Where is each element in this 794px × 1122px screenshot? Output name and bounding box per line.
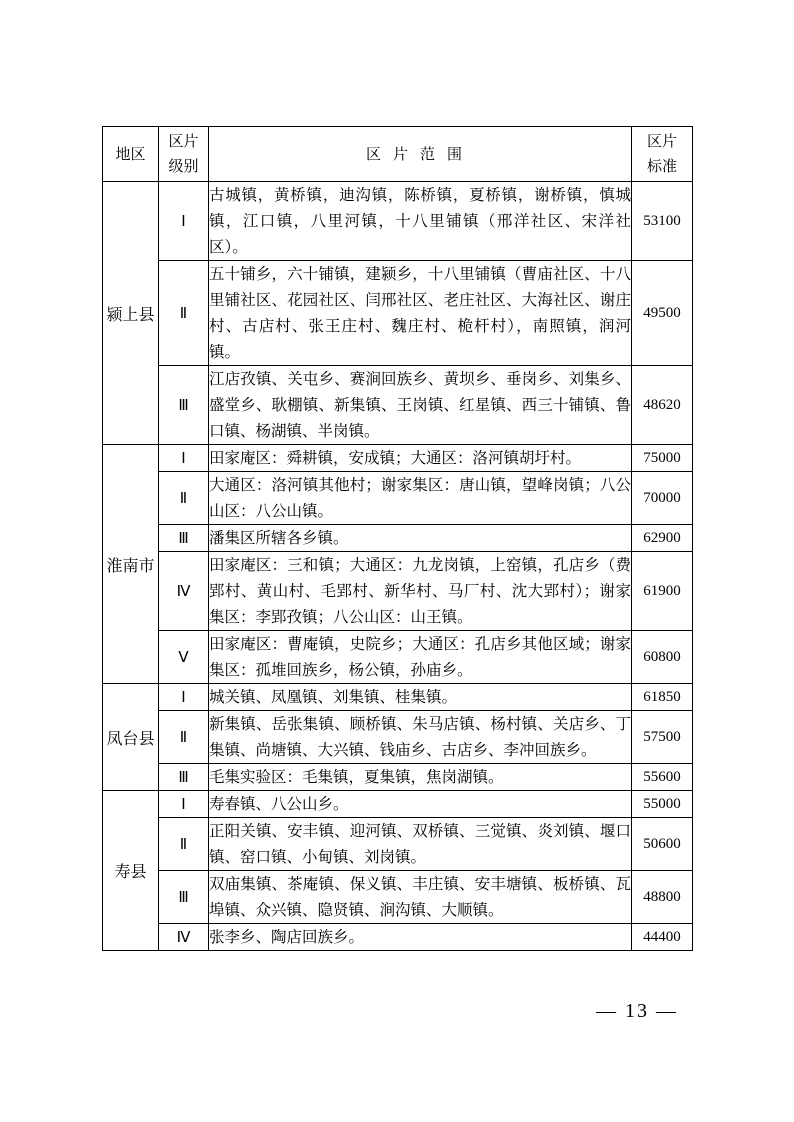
level-cell: Ⅱ — [159, 261, 209, 366]
header-standard: 区片标准 — [632, 127, 693, 182]
header-level: 区片级别 — [159, 127, 209, 182]
region-cell: 凤台县 — [103, 684, 159, 791]
header-region: 地区 — [103, 127, 159, 182]
level-cell: Ⅴ — [159, 631, 209, 684]
standard-cell: 62900 — [632, 525, 693, 552]
standard-cell: 70000 — [632, 472, 693, 525]
level-cell: Ⅰ — [159, 684, 209, 711]
standard-cell: 44400 — [632, 924, 693, 951]
table-row — [103, 445, 693, 472]
standard-cell: 48620 — [632, 366, 693, 445]
standard-cell: 49500 — [632, 261, 693, 366]
region-cell: 寿县 — [103, 791, 159, 951]
scope-cell: 正阳关镇、安丰镇、迎河镇、双桥镇、三觉镇、炎刘镇、堰口镇、窑口镇、小甸镇、刘岗镇。 — [209, 818, 632, 871]
scope-cell: 田家庵区：曹庵镇，史院乡；大通区：孔店乡其他区域；谢家集区：孤堆回族乡，杨公镇，孙庙乡。 — [209, 631, 632, 684]
table-row — [103, 182, 693, 261]
standard-cell: 61850 — [632, 684, 693, 711]
level-cell: Ⅱ — [159, 818, 209, 871]
scope-cell: 田家庵区：三和镇；大通区：九龙岗镇，上窑镇，孔店乡（费郢村、黄山村、毛郢村、新华村、马厂村、沈大郢村）；谢家集区：李郢孜镇；八公山区：山王镇。 — [209, 552, 632, 631]
scope-cell: 五十铺乡，六十铺镇，建颍乡，十八里铺镇（曹庙社区、十八里铺社区、花园社区、闫邢社区、老庄社区、大海社区、谢庄村、古店村、张王庄村、魏庄村、桅杆村），南照镇，润河镇。 — [209, 261, 632, 366]
table-row — [103, 711, 693, 764]
land-price-table — [102, 126, 693, 951]
table-row — [103, 871, 693, 924]
table-header-row — [103, 127, 693, 182]
table-row — [103, 684, 693, 711]
scope-cell: 城关镇、凤凰镇、刘集镇、桂集镇。 — [209, 684, 632, 711]
level-cell: Ⅳ — [159, 924, 209, 951]
table-row — [103, 764, 693, 791]
scope-cell: 张李乡、陶店回族乡。 — [209, 924, 632, 951]
table-row — [103, 261, 693, 366]
page-number: — 13 — — [596, 1000, 678, 1022]
standard-cell: 61900 — [632, 552, 693, 631]
table-row — [103, 791, 693, 818]
standard-cell: 50600 — [632, 818, 693, 871]
scope-cell: 潘集区所辖各乡镇。 — [209, 525, 632, 552]
table-row — [103, 631, 693, 684]
table-row — [103, 472, 693, 525]
scope-cell: 双庙集镇、茶庵镇、保义镇、丰庄镇、安丰塘镇、板桥镇、瓦埠镇、众兴镇、隐贤镇、涧沟镇、大顺镇。 — [209, 871, 632, 924]
region-cell: 颍上县 — [103, 182, 159, 445]
standard-cell: 60800 — [632, 631, 693, 684]
level-cell: Ⅲ — [159, 525, 209, 552]
scope-cell: 古城镇，黄桥镇，迪沟镇，陈桥镇，夏桥镇，谢桥镇，慎城镇，江口镇，八里河镇，十八里铺镇（邢洋社区、宋洋社区）。 — [209, 182, 632, 261]
header-scope: 区片范围 — [209, 127, 632, 182]
standard-cell: 75000 — [632, 445, 693, 472]
standard-cell: 55000 — [632, 791, 693, 818]
table-row — [103, 552, 693, 631]
level-cell: Ⅲ — [159, 366, 209, 445]
level-cell: Ⅰ — [159, 445, 209, 472]
scope-cell: 寿春镇、八公山乡。 — [209, 791, 632, 818]
scope-cell: 大通区：洛河镇其他村；谢家集区：唐山镇，望峰岗镇；八公山区：八公山镇。 — [209, 472, 632, 525]
level-cell: Ⅲ — [159, 764, 209, 791]
level-cell: Ⅰ — [159, 182, 209, 261]
table-row — [103, 366, 693, 445]
scope-cell: 江店孜镇、关屯乡、赛涧回族乡、黄坝乡、垂岗乡、刘集乡、盛堂乡、耿棚镇、新集镇、王岗镇、红星镇、西三十铺镇、鲁口镇、杨湖镇、半岗镇。 — [209, 366, 632, 445]
level-cell: Ⅰ — [159, 791, 209, 818]
scope-cell: 毛集实验区：毛集镇，夏集镇，焦岗湖镇。 — [209, 764, 632, 791]
region-cell: 淮南市 — [103, 445, 159, 684]
level-cell: Ⅳ — [159, 552, 209, 631]
standard-cell: 48800 — [632, 871, 693, 924]
scope-cell: 新集镇、岳张集镇、顾桥镇、朱马店镇、杨村镇、关店乡、丁集镇、尚塘镇、大兴镇、钱庙乡、古店乡、李冲回族乡。 — [209, 711, 632, 764]
scope-cell: 田家庵区：舜耕镇，安成镇；大通区：洛河镇胡圩村。 — [209, 445, 632, 472]
level-cell: Ⅲ — [159, 871, 209, 924]
level-cell: Ⅱ — [159, 472, 209, 525]
table-row — [103, 924, 693, 951]
table-row — [103, 525, 693, 552]
level-cell: Ⅱ — [159, 711, 209, 764]
table-row — [103, 818, 693, 871]
standard-cell: 57500 — [632, 711, 693, 764]
standard-cell: 55600 — [632, 764, 693, 791]
standard-cell: 53100 — [632, 182, 693, 261]
